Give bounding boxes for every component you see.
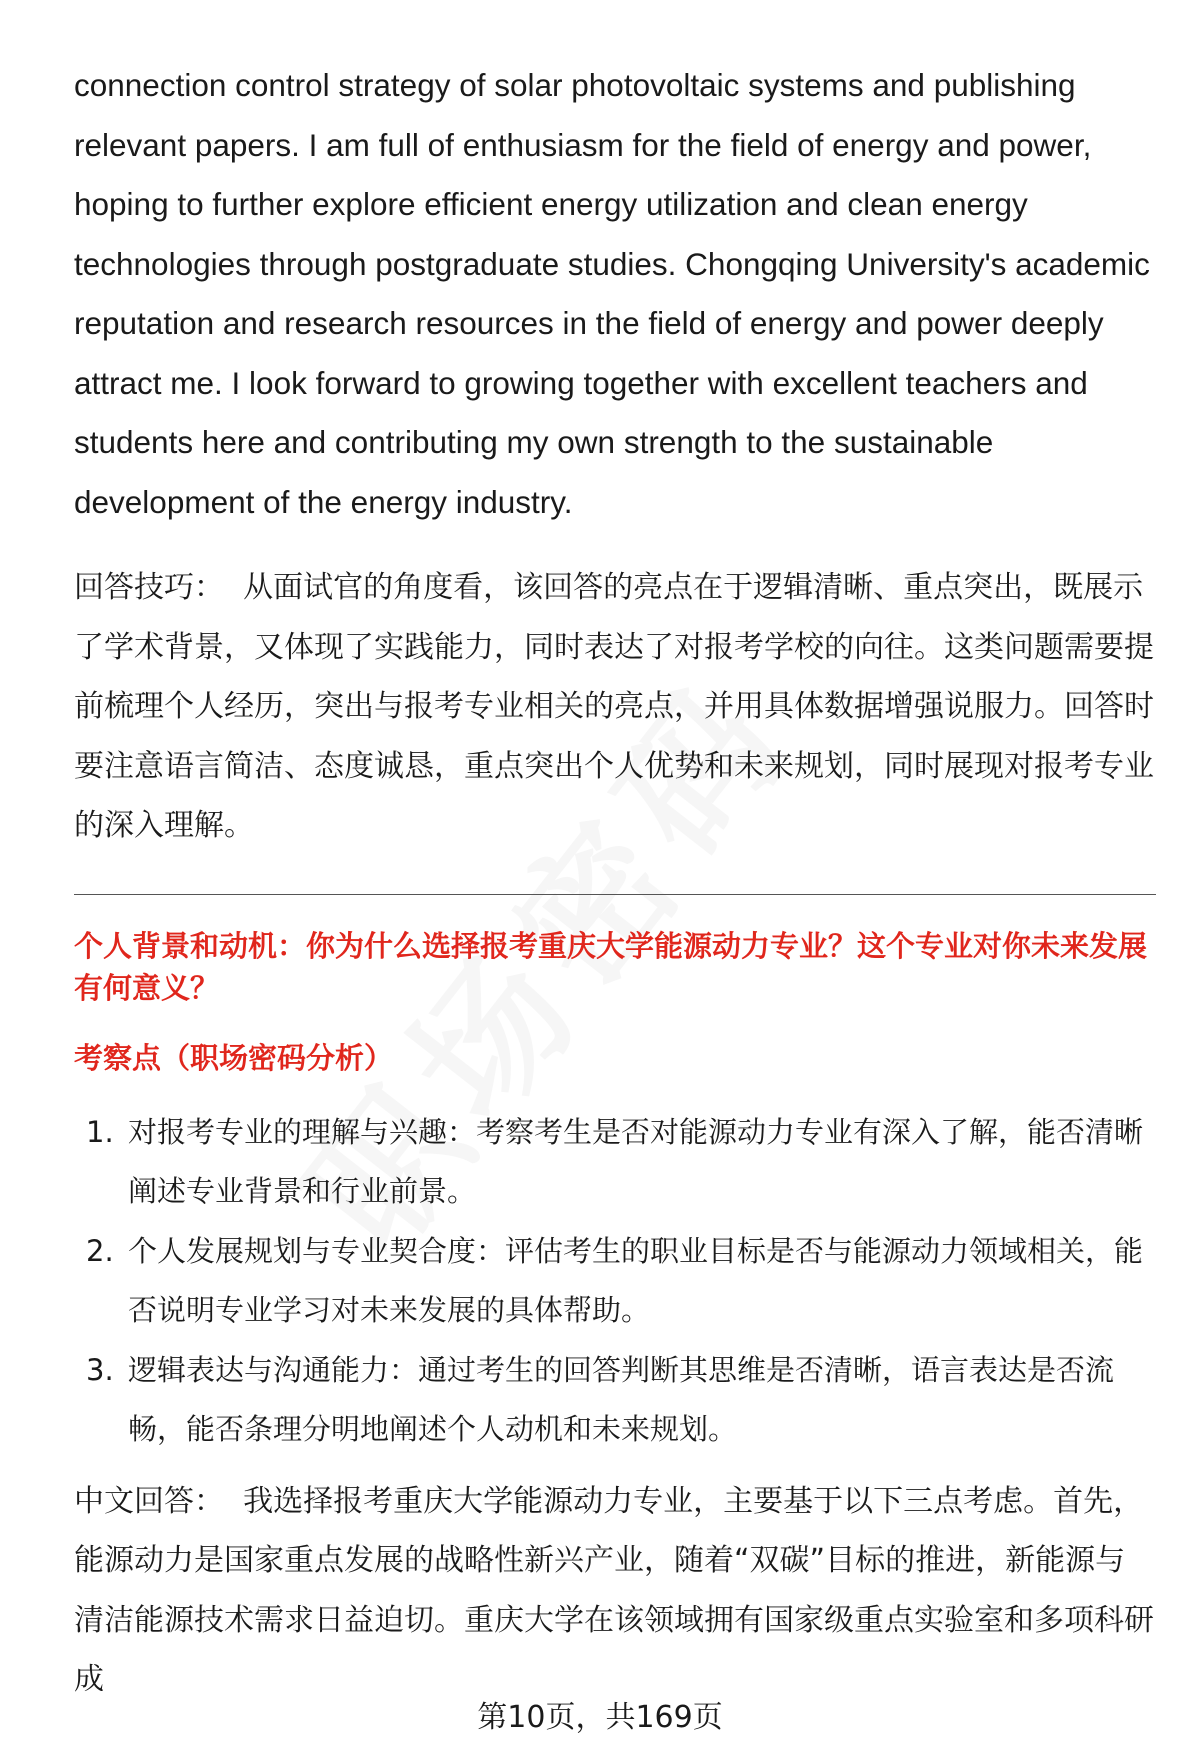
answer-tips-label: 回答技巧： — [74, 570, 224, 605]
list-item-number: 1. — [86, 1114, 114, 1149]
page-number-footer: 第10页，共169页 — [477, 1700, 723, 1735]
question-heading: 个人背景和动机：你为什么选择报考重庆大学能源动力专业？这个专业对你未来发展有何意义？ — [74, 928, 1148, 1005]
list-item — [74, 1341, 1154, 1460]
chinese-answer-paragraph — [74, 1472, 1154, 1710]
answer-tips-paragraph — [74, 558, 1154, 856]
chinese-answer-label: 中文回答： — [74, 1483, 224, 1519]
list-item — [74, 1103, 1154, 1222]
list-item-text: 对报考专业的理解与兴趣：考察考生是否对能源动力专业有深入了解，能否清晰阐述专业背景和行业前景。 — [128, 1114, 1144, 1208]
english-answer-paragraph: connection control strategy of solar photovoltaic systems and publishing relevant papers. I am full of enthusiasm for the field of energy and power, hoping to further explore efficient energy utilization and clean energy technologies through postgraduate studies. Chongqing University's academic reputation and research resources in the field of energy and power deeply attract me. I look forward to growing together with excellent teachers and students here and contributing my own strength to the sustainable development of the energy industry. — [74, 67, 1150, 520]
analysis-list — [74, 1103, 1154, 1460]
answer-tips-text: 从面试官的角度看，该回答的亮点在于逻辑清晰、重点突出，既展示了学术背景，又体现了实践能力，同时表达了对报考学校的向往。这类问题需要提前梳理个人经历，突出与报考专业相关的亮点，并用具体数据增强说服力。回答时要注意语言简洁、态度诚恳，重点突出个人优势和未来规划，同时展现对报考专业的深入理解。 — [74, 570, 1154, 843]
section-divider — [74, 894, 1156, 895]
list-item-text: 逻辑表达与沟通能力：通过考生的回答判断其思维是否清晰，语言表达是否流畅，能否条理分明地阐述个人动机和未来规划。 — [128, 1352, 1115, 1446]
list-item-number: 3. — [86, 1352, 114, 1387]
page-content — [74, 56, 1154, 1710]
analysis-title: 考察点（职场密码分析） — [74, 1040, 394, 1075]
list-item-text: 个人发展规划与专业契合度：评估考生的职业目标是否与能源动力领域相关，能否说明专业学习对未来发展的具体帮助。 — [128, 1233, 1144, 1327]
list-item — [74, 1222, 1154, 1341]
chinese-answer-text: 我选择报考重庆大学能源动力专业，主要基于以下三点考虑。首先，能源动力是国家重点发展的战略性新兴产业，随着“双碳”目标的推进，新能源与清洁能源技术需求日益迫切。重庆大学在该领域拥有国家级重点实验室和多项科研成 — [74, 1483, 1154, 1697]
list-item-number: 2. — [86, 1233, 114, 1268]
